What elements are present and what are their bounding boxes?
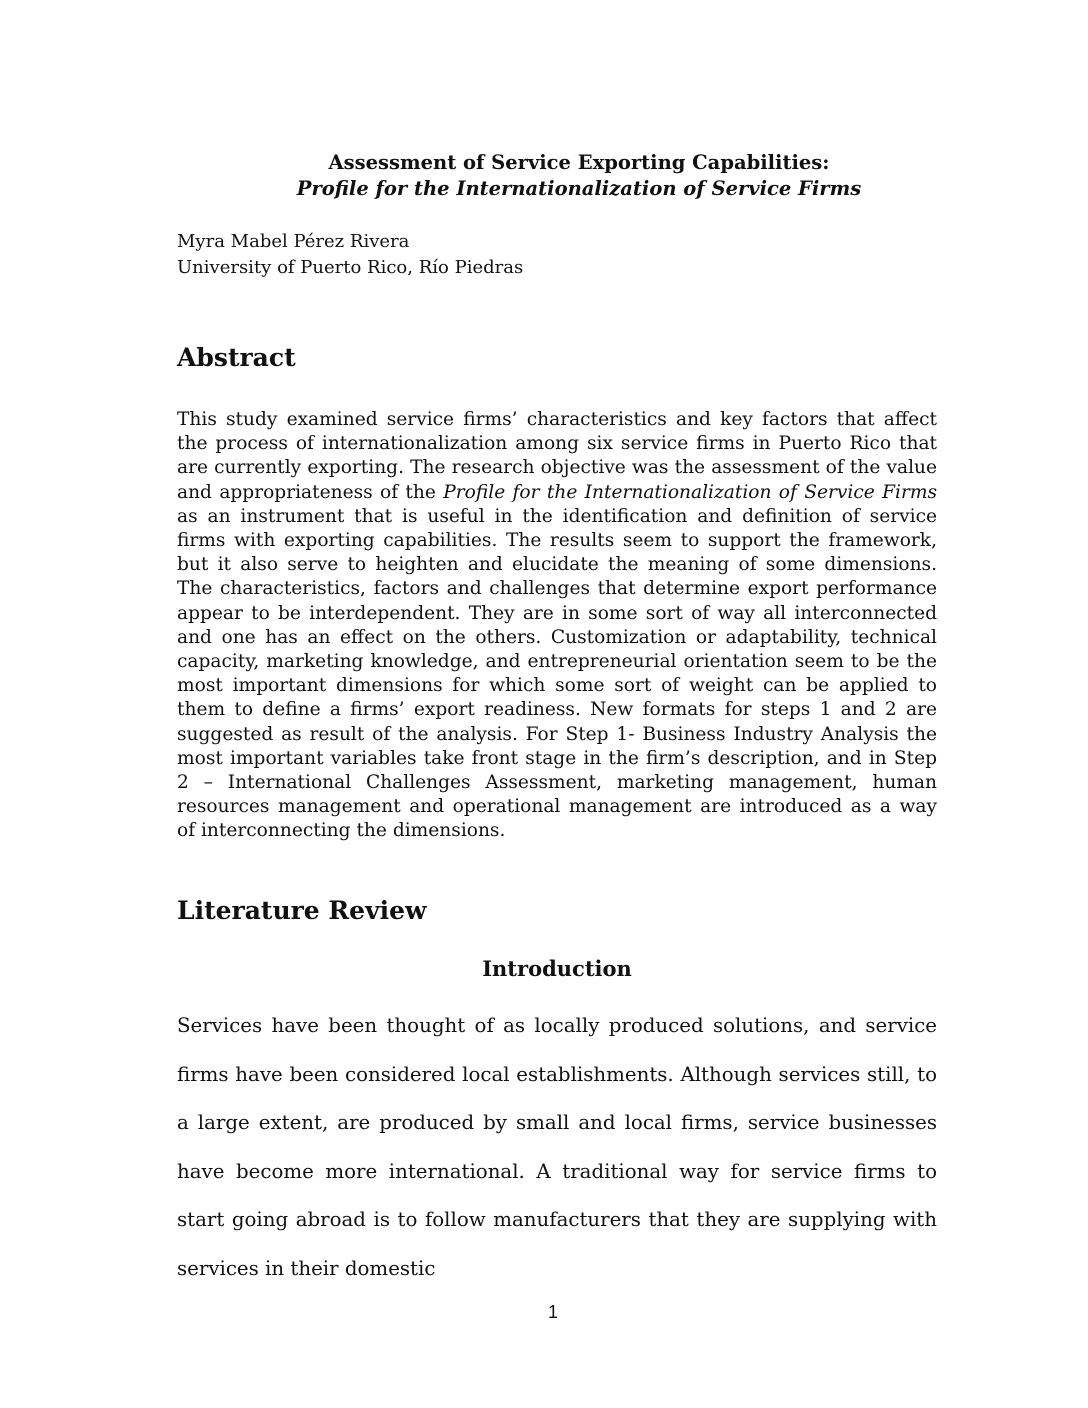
- introduction-subheading: Introduction: [482, 956, 632, 981]
- paper-title: [0, 150, 1088, 202]
- literature-review-heading: Literature Review: [177, 896, 427, 925]
- abstract-body: [177, 408, 937, 844]
- introduction-body: Services have been thought of as locally produced solutions, and service firms have been considered local establishments. Although services still, to a large extent, are produced by small and local firms, service businesses have become more international. A traditional way for service firms to start going abroad is to follow manufacturers that they are supplying with services in their domestic: [177, 1014, 937, 1280]
- abstract-text-part1: This study examined service firms’ characteristics and key factors that affect the process of internationalization among six service firms in Puerto Rico that are currently exporting. The research objective was the assessment of the value and appropriateness of the: [177, 409, 937, 503]
- abstract-italic-title: Profile for the Internationalization of Service Firms: [443, 481, 938, 503]
- author-name: Myra Mabel Pérez Rivera: [177, 231, 410, 252]
- abstract-text-part2: as an instrument that is useful in the identification and definition of service firms with exporting capabilities. The results seem to support the framework, but it also serve to heighten and elucidate the meaning of some dimensions. The characteristics, factors and challenges that determine export performance appear to be interdependent. They are in some sort of way all interconnected and one has an effect on the others. Customization or adaptability, technical capacity, marketing knowledge, and entrepreneurial orientation seem to be the most important dimensions for which some sort of weight can be applied to them to define a firms’ export readiness. New formats for steps 1 and 2 are suggested as result of the analysis. For Step 1- Business Industry Analysis the most important variables take front stage in the firm’s description, and in Step 2 – International Challenges Assessment, marketing management, human resources management and operational management are introduced as a way of interconnecting the dimensions.: [177, 505, 937, 842]
- title-subtitle: Profile for the Internationalization of Service Firms: [296, 177, 862, 200]
- author-block: [177, 229, 523, 281]
- author-affiliation: University of Puerto Rico, Río Piedras: [177, 257, 524, 278]
- title-main: Assessment of Service Exporting Capabilities:: [328, 151, 830, 174]
- page-number: 1: [547, 1302, 558, 1322]
- abstract-heading: Abstract: [177, 343, 296, 372]
